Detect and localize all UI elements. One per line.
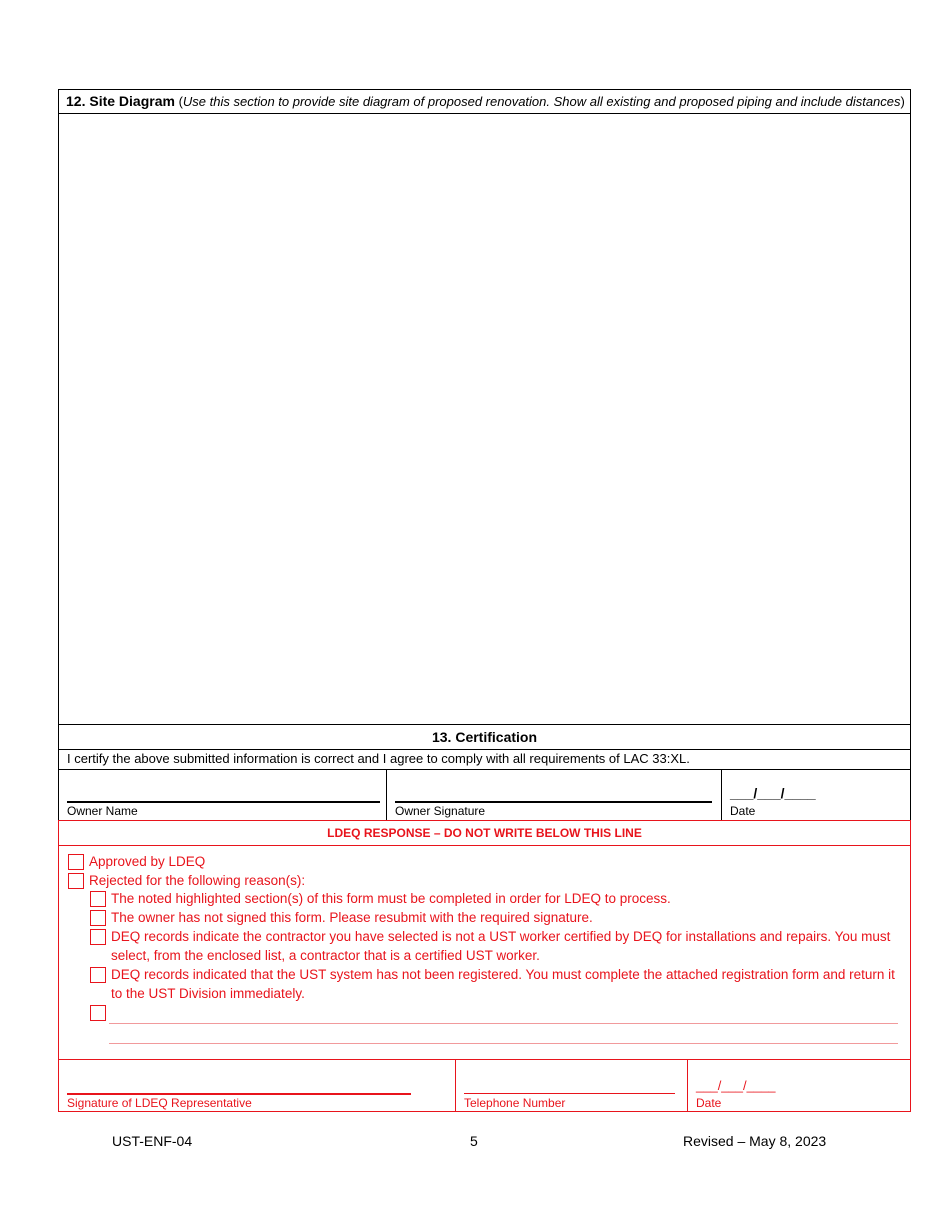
- site-diagram-area[interactable]: [58, 89, 911, 725]
- reason-3-text: DEQ records indicate the contractor you have selected is not a UST worker certified by DEQ for installations and repairs. You must select, from the enclosed list, a contractor that is a certified UST worker.: [111, 929, 891, 963]
- site-diagram-instructions: Use this section to provide site diagram of proposed renovation. Show all existing and proposed piping and include distances: [182, 94, 901, 109]
- telephone-field[interactable]: [464, 1093, 675, 1094]
- certification-statement: I certify the above submitted information is correct and I agree to comply with all requirements of LAC 33:XL.: [58, 749, 911, 770]
- ldeq-signature-label: Signature of LDEQ Representative: [67, 1096, 252, 1110]
- site-diagram-title: 12. Site Diagram: [66, 93, 175, 109]
- reason-2-checkbox[interactable]: [90, 910, 106, 926]
- owner-date-label: Date: [730, 804, 756, 818]
- reason-1-checkbox[interactable]: [90, 891, 106, 907]
- reason-4-text: DEQ records indicated that the UST system has not been registered. You must complete the attached registration form and return it to the UST Division immediately.: [111, 967, 895, 1001]
- ldeq-response-header: LDEQ RESPONSE – DO NOT WRITE BELOW THIS LINE: [58, 820, 911, 846]
- ldeq-date-field[interactable]: ___/___/____: [696, 1078, 776, 1093]
- certification-signature-row: [58, 769, 911, 821]
- ldeq-signature-field[interactable]: [67, 1093, 411, 1095]
- other-reason-line-2[interactable]: [109, 1043, 898, 1044]
- ldeq-date-label: Date: [696, 1096, 722, 1110]
- reason-4-checkbox[interactable]: [90, 967, 106, 983]
- site-diagram-header: 12. Site Diagram (Use this section to provide site diagram of proposed renovation. Show all existing and proposed piping and include distances): [58, 89, 911, 114]
- rejected-label: Rejected for the following reason(s):: [89, 873, 306, 888]
- certification-title: 13. Certification: [58, 725, 911, 750]
- ldeq-response-body: [58, 845, 911, 1060]
- reason-3-checkbox[interactable]: [90, 929, 106, 945]
- footer-form-id: UST-ENF-04: [112, 1133, 193, 1149]
- owner-name-field[interactable]: [67, 801, 380, 803]
- approved-checkbox[interactable]: [68, 854, 84, 870]
- owner-date-field[interactable]: ___/___/____: [730, 785, 816, 801]
- reason-2-text: The owner has not signed this form. Please resubmit with the required signature.: [111, 910, 593, 925]
- footer-revised-date: Revised – May 8, 2023: [683, 1133, 827, 1149]
- ldeq-signature-row: [58, 1059, 911, 1112]
- other-reason-checkbox[interactable]: [90, 1005, 106, 1021]
- telephone-label: Telephone Number: [464, 1096, 566, 1110]
- owner-signature-label: Owner Signature: [395, 804, 486, 818]
- owner-signature-field[interactable]: [395, 801, 712, 803]
- footer-page-number: 5: [470, 1133, 478, 1149]
- rejected-checkbox[interactable]: [68, 873, 84, 889]
- other-reason-line-1[interactable]: [109, 1023, 898, 1024]
- owner-name-label: Owner Name: [67, 804, 138, 818]
- reason-1-text: The noted highlighted section(s) of this form must be completed in order for LDEQ to process.: [111, 891, 671, 906]
- approved-label: Approved by LDEQ: [89, 854, 206, 869]
